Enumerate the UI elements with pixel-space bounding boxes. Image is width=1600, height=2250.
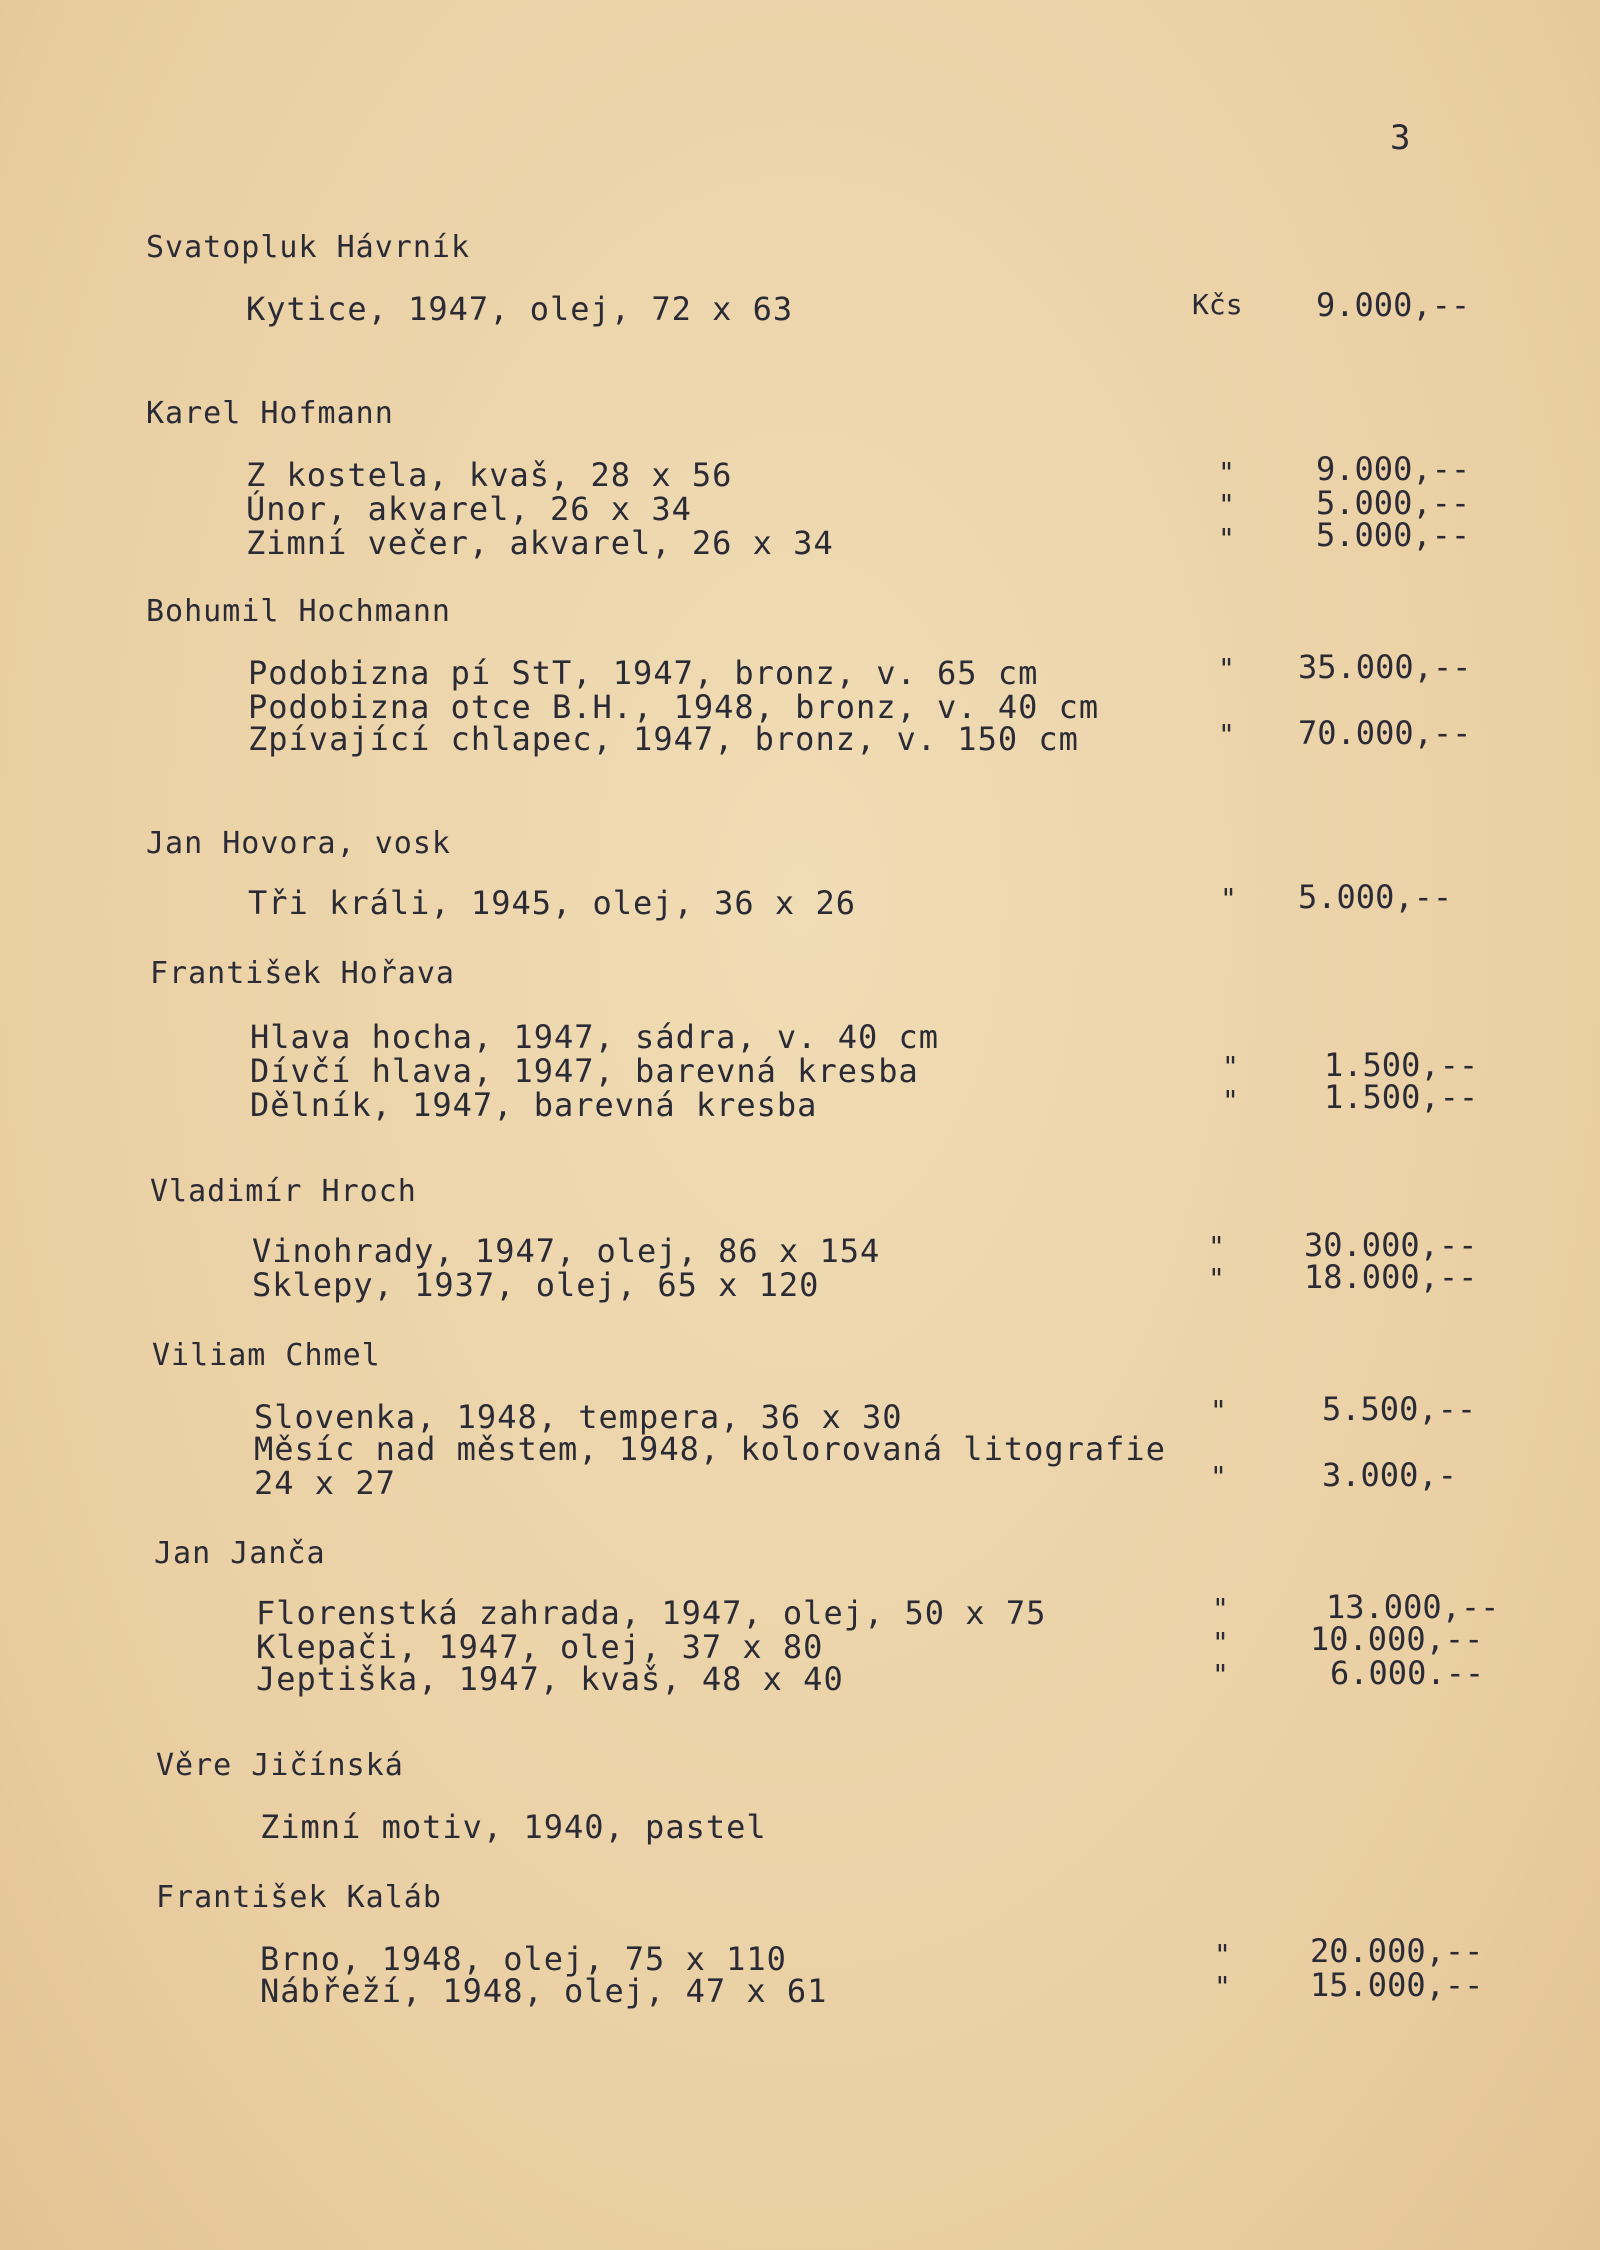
ditto-mark: " (1220, 882, 1237, 915)
work-title: Sklepy, 1937, olej, 65 x 120 (252, 1266, 820, 1304)
ditto-mark: " (1212, 1592, 1229, 1625)
work-title: Únor, akvarel, 26 x 34 (246, 490, 692, 528)
ditto-mark: " (1218, 522, 1235, 555)
ditto-mark: " (1222, 1084, 1239, 1117)
work-title: Slovenka, 1948, tempera, 36 x 30 (254, 1398, 903, 1436)
artist-name: František Kaláb (156, 1880, 442, 1915)
ditto-mark: " (1218, 652, 1235, 685)
currency-label: Kčs (1192, 288, 1243, 321)
ditto-mark: " (1218, 456, 1235, 489)
work-price: 18.000,-- (1304, 1258, 1478, 1296)
work-title: Florenstká zahrada, 1947, olej, 50 x 75 (256, 1594, 1047, 1632)
work-price: 6.000.-- (1330, 1654, 1485, 1692)
artist-name: Jan Hovora, vosk (146, 826, 451, 861)
ditto-mark: " (1214, 1970, 1231, 2003)
work-price: 30.000,-- (1304, 1226, 1478, 1264)
work-title: Dívčí hlava, 1947, barevná kresba (250, 1052, 919, 1090)
work-title: Podobizna otce B.H., 1948, bronz, v. 40 cm (248, 688, 1100, 726)
work-price: 9.000,-- (1316, 450, 1471, 488)
work-title: Podobizna pí StT, 1947, bronz, v. 65 cm (248, 654, 1039, 692)
artist-name: Věre Jičínská (156, 1748, 404, 1783)
work-price: 9.000,-- (1316, 286, 1471, 324)
work-title: Zpívající chlapec, 1947, bronz, v. 150 cm (248, 720, 1079, 758)
work-title: Dělník, 1947, barevná kresba (250, 1086, 818, 1124)
ditto-mark: " (1214, 1938, 1231, 1971)
work-title: Zimní večer, akvarel, 26 x 34 (246, 524, 834, 562)
ditto-mark: " (1210, 1394, 1227, 1427)
ditto-mark: " (1210, 1460, 1227, 1493)
artist-name: Jan Janča (154, 1536, 326, 1571)
work-price: 35.000,-- (1298, 648, 1472, 686)
work-title: Nábřeží, 1948, olej, 47 x 61 (260, 1972, 828, 2010)
artist-name: František Hořava (150, 956, 455, 991)
work-price: 5.500,-- (1322, 1390, 1477, 1428)
work-title: Brno, 1948, olej, 75 x 110 (260, 1940, 787, 1978)
work-price: 1.500,-- (1324, 1046, 1479, 1084)
ditto-mark: " (1218, 718, 1235, 751)
artist-name: Karel Hofmann (146, 396, 394, 431)
work-title: Z kostela, kvaš, 28 x 56 (246, 456, 733, 494)
work-price: 10.000,-- (1310, 1620, 1484, 1658)
work-title: Tři králi, 1945, olej, 36 x 26 (248, 884, 856, 922)
work-price: 70.000,-- (1298, 714, 1472, 752)
work-title: Kytice, 1947, olej, 72 x 63 (246, 290, 794, 328)
work-title: Jeptiška, 1947, kvaš, 48 x 40 (256, 1660, 844, 1698)
work-title: Hlava hocha, 1947, sádra, v. 40 cm (250, 1018, 940, 1056)
work-price: 5.000,-- (1316, 516, 1471, 554)
page-number: 3 (1390, 118, 1411, 158)
artist-name: Svatopluk Hávrník (146, 230, 471, 265)
work-title: Vinohrady, 1947, olej, 86 x 154 (252, 1232, 881, 1270)
ditto-mark: " (1222, 1050, 1239, 1083)
work-price: 5.000,-- (1298, 878, 1453, 916)
work-price: 5.000,-- (1316, 484, 1471, 522)
ditto-mark: " (1212, 1658, 1229, 1691)
work-price: 3.000,- (1322, 1456, 1457, 1494)
ditto-mark: " (1208, 1262, 1225, 1295)
work-price: 20.000,-- (1310, 1932, 1484, 1970)
work-price: 1.500,-- (1324, 1078, 1479, 1116)
ditto-mark: " (1218, 488, 1235, 521)
work-title: Klepači, 1947, olej, 37 x 80 (256, 1628, 824, 1666)
artist-name: Viliam Chmel (152, 1338, 381, 1373)
work-price: 13.000,-- (1326, 1588, 1500, 1626)
artist-name: Bohumil Hochmann (146, 594, 451, 629)
artist-name: Vladimír Hroch (150, 1174, 417, 1209)
work-title: Měsíc nad městem, 1948, kolorovaná litografie (254, 1430, 1166, 1468)
ditto-mark: " (1212, 1626, 1229, 1659)
work-price: 15.000,-- (1310, 1966, 1484, 2004)
work-title: Zimní motiv, 1940, pastel (260, 1808, 767, 1846)
ditto-mark: " (1208, 1230, 1225, 1263)
work-title: 24 x 27 (254, 1464, 396, 1502)
